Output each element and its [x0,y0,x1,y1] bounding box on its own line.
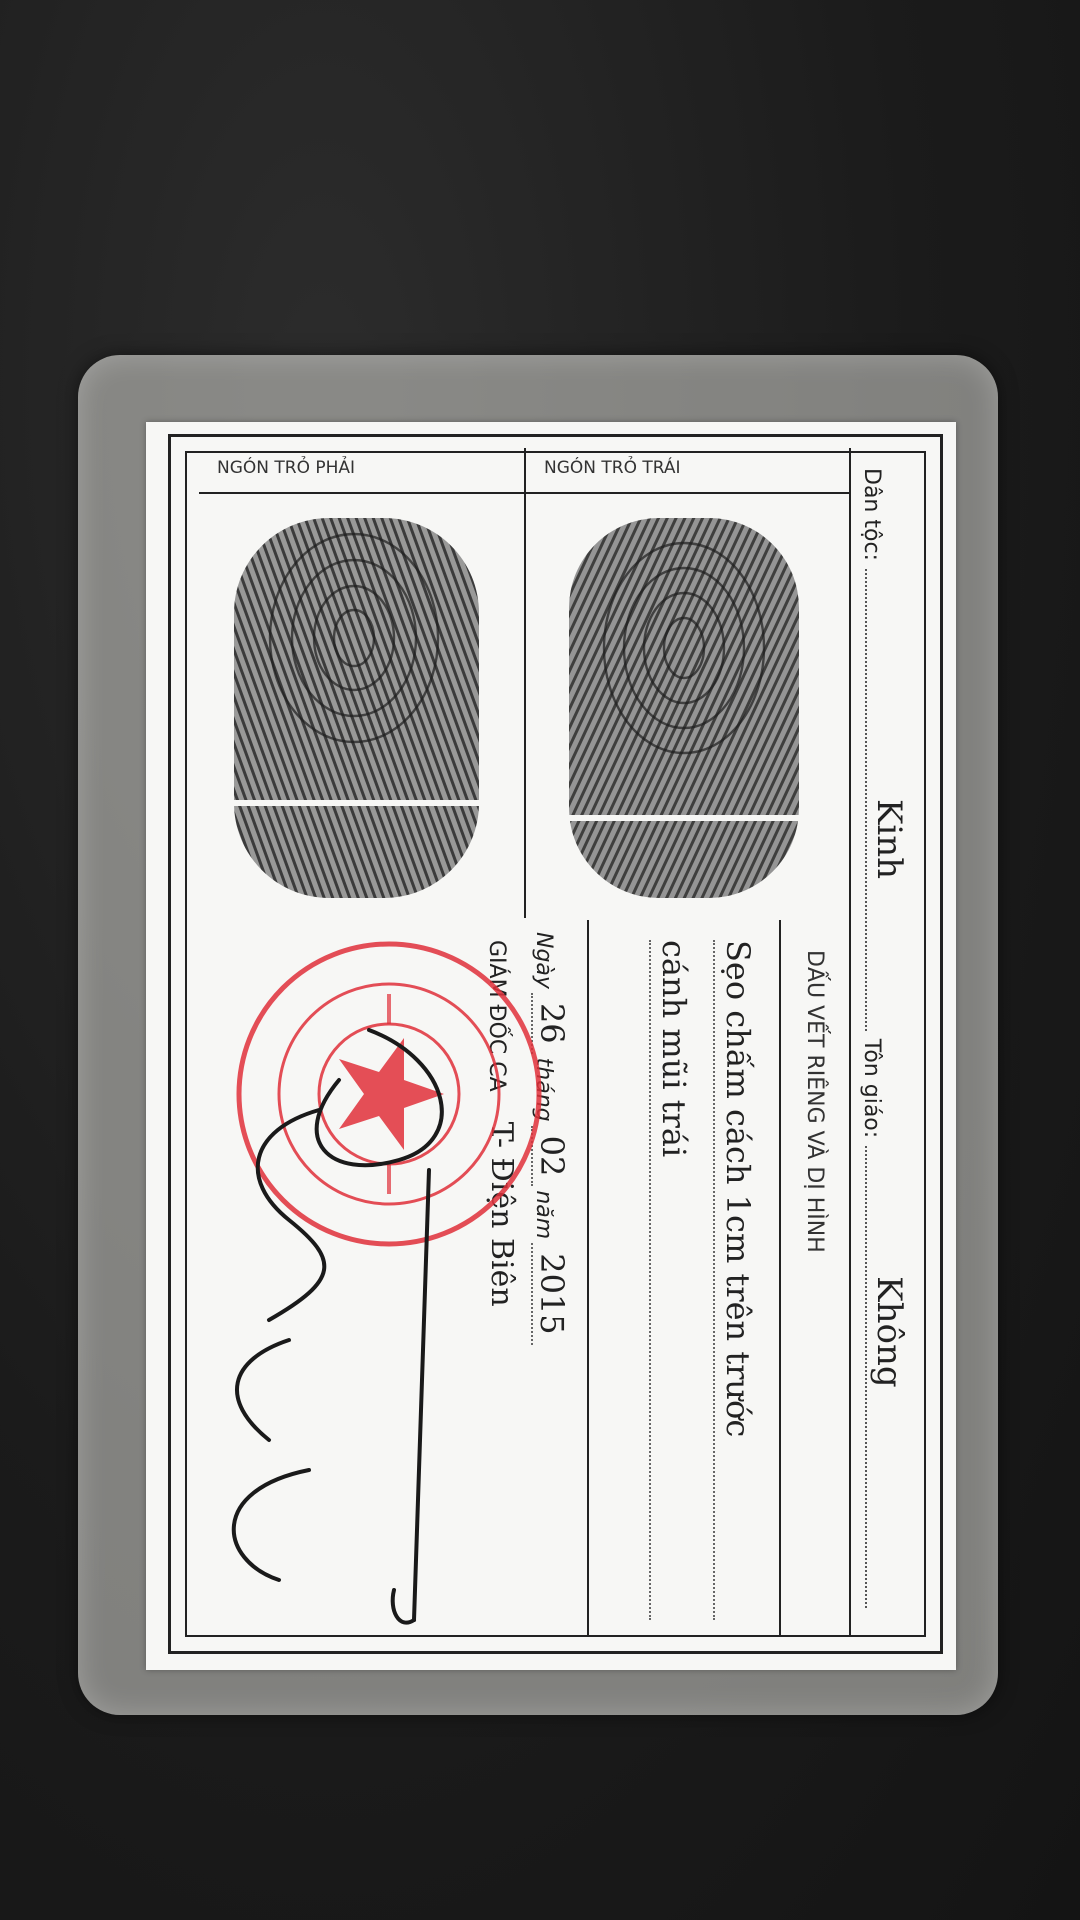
day-value: 26 [531,993,571,1054]
id-card-back [146,422,956,1670]
ethnicity-religion-row [849,448,929,1636]
marks-line-2: cánh mũi trái [649,940,707,1620]
ethnicity-value: Kinh [869,798,909,880]
fingerprint-area [182,448,849,918]
marks-line-1: Sẹo chấm cách 1cm trên trước [713,940,771,1620]
year-label: năm [531,1190,556,1240]
religion-value: Không [869,1276,909,1388]
month-value: 02 [531,1126,571,1187]
right-finger-caption: NGÓN TRỎ PHẢI [217,458,356,478]
director-label: GIÁM ĐỐC CA [484,940,509,1092]
marks-and-issue-area [182,920,849,1636]
year-value: 2015 [531,1243,571,1344]
left-index-fingerprint-box [524,448,849,918]
right-index-fingerprint-box [199,448,524,918]
card-content [168,434,943,1654]
month-label: tháng [531,1057,556,1122]
director-signature-icon [189,1020,489,1640]
religion-label: Tôn giáo: [859,1038,884,1139]
province-value: T- Điện Biên [484,1121,519,1307]
fingerprint-right-icon [224,518,494,898]
ethnicity-label: Dân tộc: [859,468,884,561]
marks-title: DẤU VẾT RIÊNG VÀ DỊ HÌNH [779,920,849,1636]
day-label: Ngày [531,932,556,989]
fingerprint-left-icon [549,518,819,898]
left-finger-caption: NGÓN TRỎ TRÁI [544,458,681,478]
